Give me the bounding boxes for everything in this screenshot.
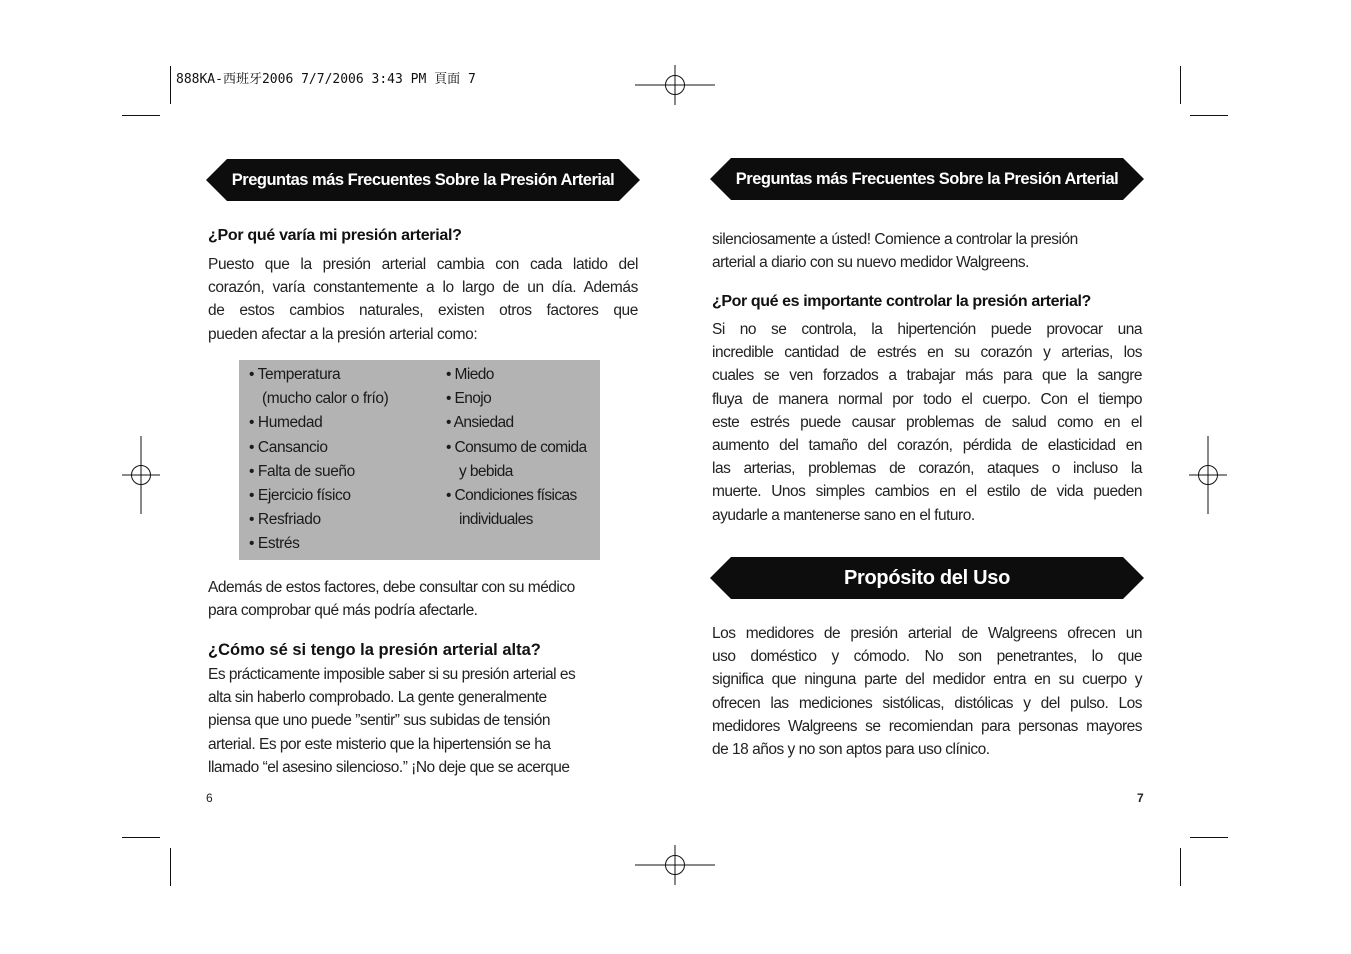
paragraph-consult-doctor: Además de estos factores, debe consultar con su médico para comprobar qué más podría afectarle. (208, 579, 575, 620)
faq-banner-left (206, 159, 640, 201)
factors-list-right (446, 363, 587, 532)
printer-slug: 888KA-西班牙2006 7/7/2006 3:43 PM 頁面 7 (176, 72, 476, 87)
list-item: • Cansancio (249, 438, 328, 456)
faq-banner-right (710, 158, 1144, 200)
question-why-varies: ¿Por qué varía mi presión arterial? (208, 227, 462, 244)
registration-mark-left (102, 436, 182, 516)
paragraph-why-monitor: Si no se controla, la hipertención puede provocar una incredible cantidad de estrés en su corazón y arterias, los cuales se ven forzados a trabajar más para que la sangre fluya de manera normal por todo el cuerpo. Con el tiempo este estrés puede causar problemas de salud como en el aumento del tamaño del corazón, pérdida de elasticidad en las arterias, problemas de corazón, ataques o incluso la muerte. Unos simples cambios en el estilo de vida pueden ayudarle a mantenerse sano en el futuro. (712, 321, 1142, 524)
question-how-know-high: ¿Cómo sé si tengo la presión arterial alta? (208, 641, 541, 659)
question-why-monitor: ¿Por qué es importante controlar la presión arterial? (712, 293, 1091, 310)
factors-list-left (249, 363, 388, 557)
registration-mark-bottom (635, 825, 715, 905)
list-item: • Condiciones físicas (446, 487, 577, 505)
list-item: • Ansiedad (446, 414, 514, 432)
faq-banner-left-title: Preguntas más Frecuentes Sobre la Presión Arterial (231, 171, 615, 189)
registration-mark-top (635, 45, 715, 125)
list-item: y bebida (459, 462, 513, 480)
list-item: • Humedad (249, 414, 323, 432)
page-number-left: 6 (206, 791, 213, 805)
factors-box (239, 360, 600, 560)
paragraph-why-varies: Puesto que la presión arterial cambia con cada latido del corazón, varía constantemente a lo largo de un día. Además de estos cambios naturales, existen otros factores que pueden afectar a la presión arterial como: (208, 256, 638, 343)
page-number-right: 7 (1137, 791, 1144, 805)
list-item: • Miedo (446, 366, 494, 383)
faq-banner-right-title: Preguntas más Frecuentes Sobre la Presión Arterial (735, 170, 1119, 188)
paragraph-purpose: Los medidores de presión arterial de Walgreens ofrecen un uso doméstico y cómodo. No son penetrantes, lo que significa que ninguna parte del medidor entra en su cuerpo y ofrecen las mediciones sistólicas, distólicas y del pulso. Los medidores Walgreens se recomiendan para personas mayores de 18 años y no son aptos para uso clínico. (712, 625, 1142, 759)
list-item: • Consumo de comida (446, 438, 587, 456)
list-item: • Estrés (249, 535, 300, 553)
paragraph-how-know-high: Es prácticamente imposible saber si su presión arterial es alta sin haberlo comprobado. La gente generalmente piensa que uno puede ”sentir” sus subidas de tensión arterial. Es por este misterio que la hipertensión se ha llamado “el asesino silencioso.” ¡No deje que se acerque (208, 666, 576, 776)
purpose-banner (710, 557, 1144, 599)
paragraph-continued: silenciosamente a ústed! Comience a controlar la presión arterial a diario con su nuevo medidor Walgreens. (712, 231, 1078, 272)
list-item: • Resfriado (249, 511, 321, 529)
list-item: • Falta de sueño (249, 462, 355, 480)
list-item: • Enojo (446, 390, 492, 408)
list-item: • Temperatura (249, 366, 341, 383)
list-item: (mucho calor o frío) (262, 390, 389, 408)
registration-mark-right (1169, 436, 1249, 516)
list-item: • Ejercicio físico (249, 487, 351, 505)
list-item: individuales (459, 511, 533, 529)
purpose-banner-title: Propósito del Uso (843, 567, 1011, 589)
